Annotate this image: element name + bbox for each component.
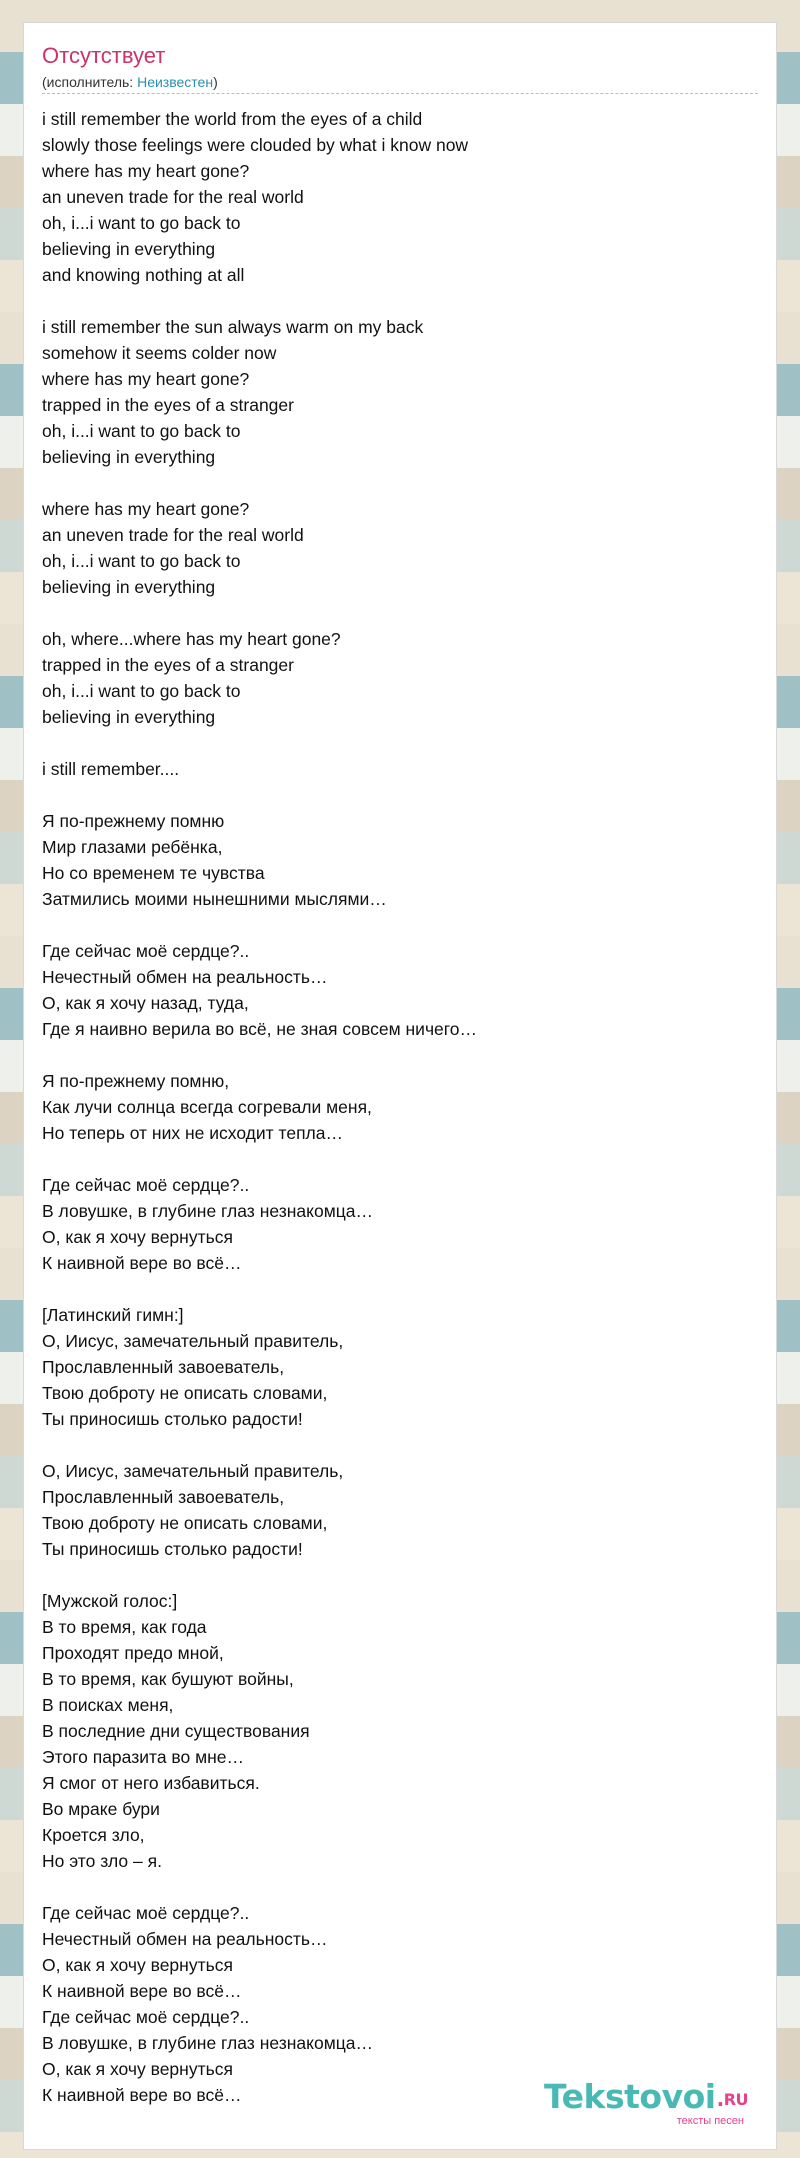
performer-prefix: (исполнитель: bbox=[42, 74, 138, 90]
performer-suffix: ) bbox=[213, 74, 218, 90]
title-divider bbox=[42, 93, 758, 94]
artist-link[interactable]: Неизвестен bbox=[137, 74, 214, 90]
logo-tld: RU bbox=[723, 2090, 748, 2109]
lyrics-card bbox=[23, 22, 777, 2150]
song-performer bbox=[42, 73, 218, 91]
song-title: Отсутствует bbox=[42, 43, 166, 68]
logo-tagline: тексты песен bbox=[676, 2115, 744, 2127]
logo-dot: . bbox=[716, 2087, 724, 2111]
logo-name: Tekstovoi bbox=[544, 2077, 716, 2116]
lyrics-text: i still remember the world from the eyes of a child slowly those feelings were clouded by what i know now where has my heart gone? an uneven trade for the real world oh, i...i want to go back to believing in everything and knowing nothing at all i still remember the sun always warm on my back somehow it seems colder now where has my heart gone? trapped in the eyes of a stranger oh, i...i want to go back to believing in everything where has my heart gone? an uneven trade for the real world oh, i...i want to go back to believing in everything oh, where...where has my heart gone? trapped in the eyes of a stranger oh, i...i want to go back to believing in everything i still remember.... Я по-прежнему помню Мир глазами ребёнка, Но со временем те чувства Затмились моими нынешними мыслями… Где сейчас моё сердце?.. Нечестный обмен на реальность… О, как я хочу назад, туда, Где я наивно верила во всё, не зная совсем ничего… Я по-прежнему помню, Как лучи солнца всегда согревали меня, Но теперь от них не исходит тепла… Где сейчас моё сердце?.. В ловушке, в глубине глаз незнакомца… О, как я хочу вернуться К наивной вере во всё… [Латинский гимн:] О, Иисус, замечательный правитель, Прославленный завоеватель, Твою доброту не описать словами, Ты приносишь столько радости! О, Иисус, замечательный правитель, Прославленный завоеватель, Твою доброту не описать словами, Ты приносишь столько радости! [Мужской голос:] В то время, как года Проходят предо мной, В то время, как бушуют войны, В поисках меня, В последние дни существования Этого паразита во мне… Я смог от него избавиться. Во мраке бури Кроется зло, Но это зло – я. Где сейчас моё сердце?.. Нечестный обмен на реальность… О, как я хочу вернуться К наивной вере во всё… Где сейчас моё сердце?.. В ловушке, в глубине глаз незнакомца… О, как я хочу вернуться К наивной вере во всё… bbox=[42, 109, 478, 2105]
logo-wordmark bbox=[544, 2077, 748, 2117]
site-logo[interactable] bbox=[544, 2077, 748, 2127]
